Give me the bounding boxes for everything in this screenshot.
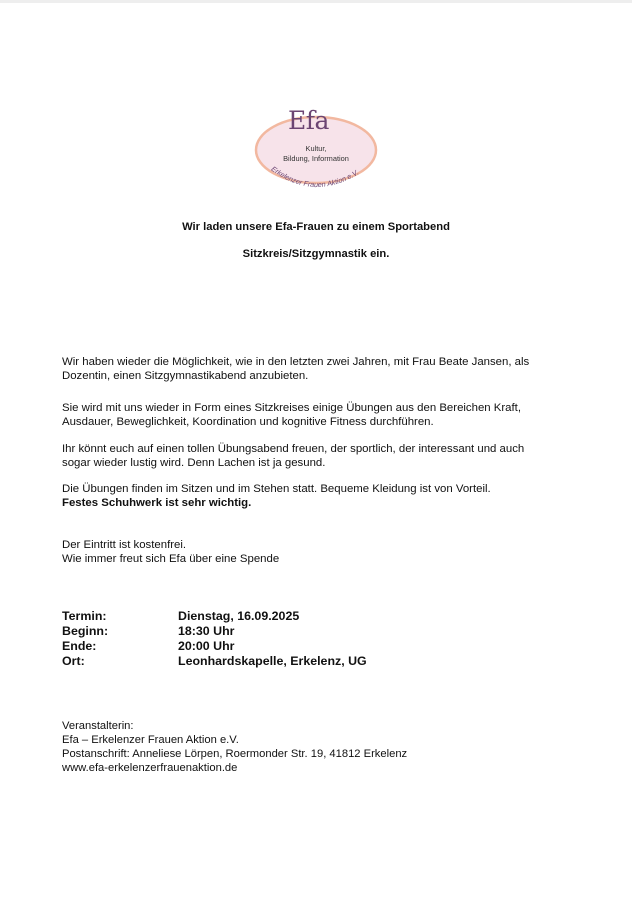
paragraph-line: Wie immer freut sich Efa über eine Spende (62, 553, 280, 565)
paragraph-exercises (62, 401, 582, 429)
paragraph-line: Dozentin, einen Sitzgymnastikabend anzubieten. (62, 370, 309, 382)
organizer-name: Efa – Erkelenzer Frauen Aktion e.V. (62, 734, 239, 746)
paragraph-intro (62, 355, 582, 383)
organizer-footer (62, 719, 407, 775)
logo-name: Efa (288, 106, 329, 135)
paragraph-line: Sie wird mit uns wieder in Form eines Sitzkreises einige Übungen aus den Bereichen Kraft, (62, 402, 522, 414)
detail-label-location: Ort: (62, 654, 85, 668)
shoe-notice: Festes Schuhwerk ist sehr wichtig. (62, 497, 252, 509)
detail-value-start: 18:30 Uhr (178, 624, 235, 638)
paragraph-line: Ihr könnt euch auf einen tollen Übungsabend freuen, der sportlich, der interessant und auch (62, 443, 525, 455)
detail-value-end: 20:00 Uhr (178, 639, 235, 653)
logo-arc-text: Erkelenzer Frauen Aktion e.V. (269, 164, 361, 190)
invitation-heading: Wir laden unsere Efa-Frauen zu einem Sportabend (182, 221, 450, 233)
paragraph-line: Wir haben wieder die Möglichkeit, wie in den letzten zwei Jahren, mit Frau Beate Jansen, als (62, 356, 530, 368)
paragraph-line: Der Eintritt ist kostenfrei. (62, 539, 187, 551)
logo-subtitle-line-2: Bildung, Information (283, 154, 349, 163)
logo-subtitle-line-1: Kultur, (305, 144, 327, 153)
detail-value-location: Leonhardskapelle, Erkelenz, UG (178, 654, 367, 668)
efa-logo (246, 100, 386, 192)
paragraph-admission (62, 538, 582, 566)
detail-label-end: Ende: (62, 639, 97, 653)
paragraph-line: Die Übungen finden im Sitzen und im Stehen statt. Bequeme Kleidung ist von Vorteil. (62, 483, 491, 495)
postal-address: Postanschrift: Anneliese Lörpen, Roermonder Str. 19, 41812 Erkelenz (62, 748, 408, 760)
detail-value-date: Dienstag, 16.09.2025 (178, 609, 300, 623)
detail-label-start: Beginn: (62, 624, 109, 638)
paragraph-line: Ausdauer, Beweglichkeit, Koordination und kognitive Fitness durchführen. (62, 416, 434, 428)
paragraph-line: sogar wieder lustig wird. Denn Lachen ist ja gesund. (62, 457, 326, 469)
organizer-label: Veranstalterin: (62, 720, 134, 732)
top-edge-divider (0, 0, 632, 3)
detail-label-date: Termin: (62, 609, 107, 623)
paragraph-clothing (62, 482, 582, 510)
website-link[interactable]: www.efa-erkelenzerfrauenaktion.de (62, 762, 238, 774)
event-title: Sitzkreis/Sitzgymnastik ein. (242, 248, 390, 260)
paragraph-fun (62, 442, 582, 470)
